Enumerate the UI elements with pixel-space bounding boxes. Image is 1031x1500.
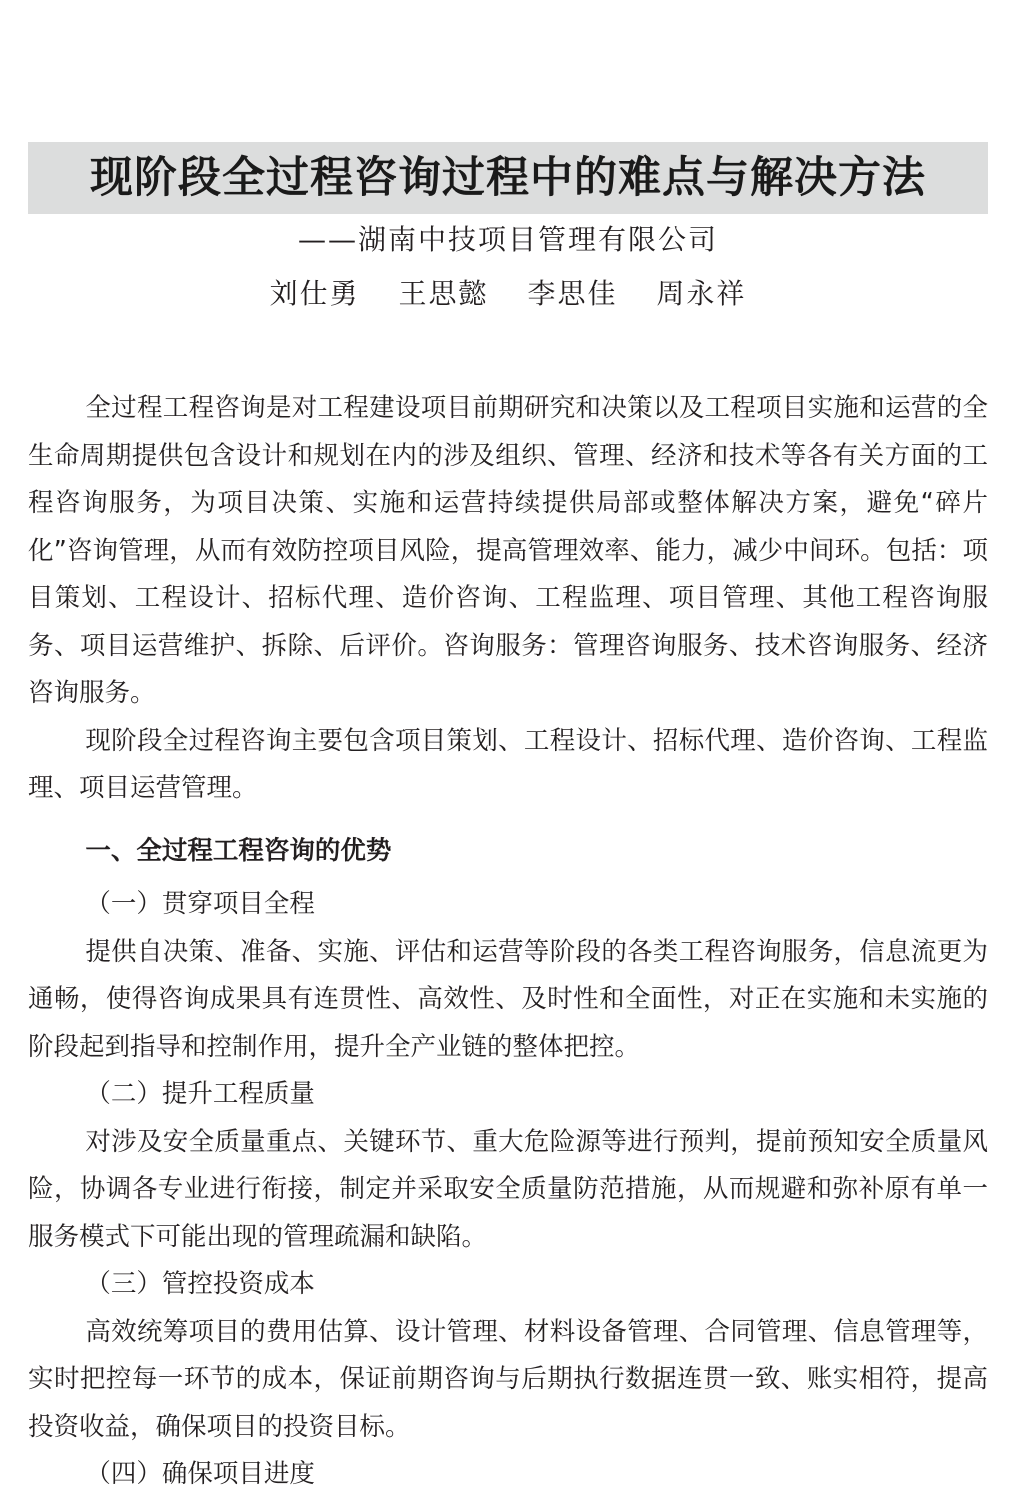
body-paragraph: 对涉及安全质量重点、关键环节、重大危险源等进行预判，提前预知安全质量风险，协调各专业进行衔接，制定并采取安全质量防范措施，从而规避和弥补原有单一服务模式下可能出现的管理疏漏和缺陷。: [28, 1126, 988, 1252]
author-name: 刘仕勇: [269, 277, 360, 310]
subsection-heading: （三）管控投资成本: [85, 1269, 315, 1299]
author-list: [28, 274, 988, 314]
article-subtitle: ——湖南中技项目管理有限公司: [297, 223, 718, 256]
author-name: 王思懿: [398, 277, 489, 310]
author-name: 周永祥: [656, 277, 747, 310]
author-name: 李思佳: [527, 277, 618, 310]
subsection-heading: （一）贯穿项目全程: [85, 889, 315, 919]
title-band: [28, 142, 988, 214]
body-paragraph: 提供自决策、准备、实施、评估和运营等阶段的各类工程咨询服务，信息流更为通畅，使得咨询成果具有连贯性、高效性、及时性和全面性，对正在实施和未实施的阶段起到指导和控制作用，提升全产业链的整体把控。: [28, 936, 988, 1062]
subsection-heading: （二）提升工程质量: [85, 1079, 315, 1109]
article-body: [28, 385, 988, 1499]
body-paragraph: 高效统筹项目的费用估算、设计管理、材料设备管理、合同管理、信息管理等，实时把控每一环节的成本，保证前期咨询与后期执行数据连贯一致、账实相符，提高投资收益，确保项目的投资目标。: [28, 1316, 988, 1442]
body-paragraph: 现阶段全过程咨询主要包含项目策划、工程设计、招标代理、造价咨询、工程监理、项目运营管理。: [28, 725, 988, 803]
subsection-heading: （四）确保项目进度: [85, 1459, 315, 1489]
section-heading: 一、全过程工程咨询的优势: [85, 835, 392, 866]
body-paragraph: 全过程工程咨询是对工程建设项目前期研究和决策以及工程项目实施和运营的全生命周期提供包含设计和规划在内的涉及组织、管理、经济和技术等各有关方面的工程咨询服务，为项目决策、实施和运营持续提供局部或整体解决方案，避免“碎片化”咨询管理，从而有效防控项目风险，提高管理效率、能力，减少中间环。包括：项目策划、工程设计、招标代理、造价咨询、工程监理、项目管理、其他工程咨询服务、项目运营维护、拆除、后评价。咨询服务：管理咨询服务、技术咨询服务、经济咨询服务。: [28, 393, 988, 708]
article-title: 现阶段全过程咨询过程中的难点与解决方法: [90, 153, 926, 203]
